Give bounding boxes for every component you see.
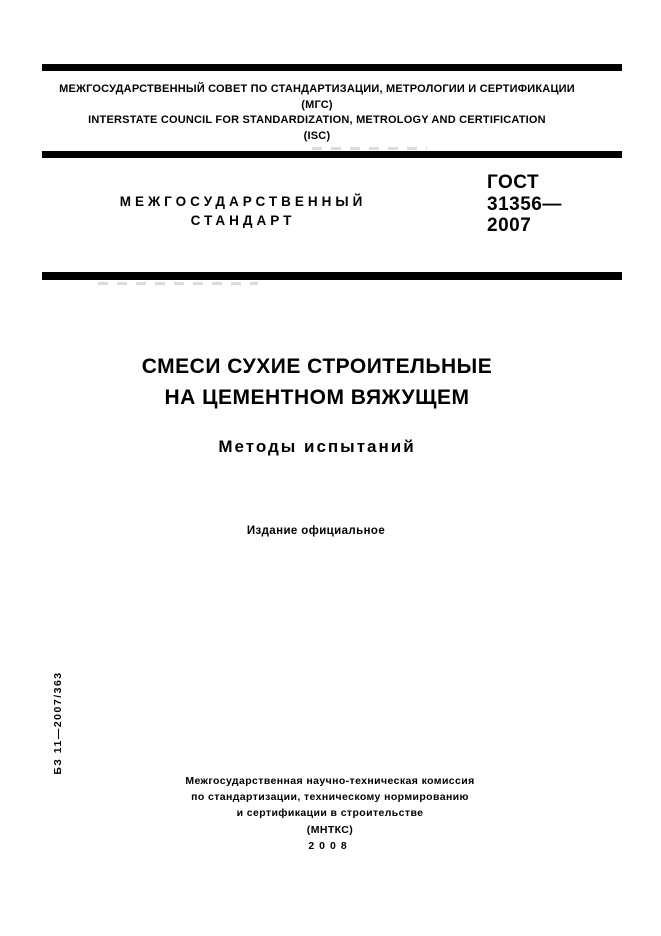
standard-title xyxy=(42,351,592,413)
council-abbr-en: (ISC) xyxy=(303,129,331,142)
publisher-line1: Межгосударственная научно-техническая комиссия xyxy=(185,775,475,787)
standard-type-line1: МЕЖГОСУДАРСТВЕННЫЙ xyxy=(119,194,367,209)
standard-subtitle: Методы испытаний xyxy=(218,437,416,456)
standard-title-line1: СМЕСИ СУХИЕ СТРОИТЕЛЬНЫЕ xyxy=(141,355,493,378)
scan-artifact xyxy=(312,147,427,150)
publisher-line2: по стандартизации, техническому нормированию xyxy=(191,791,469,804)
lower-rule xyxy=(42,272,622,280)
top-rule xyxy=(42,64,622,71)
middle-rule xyxy=(42,151,622,158)
council-name-en: INTERSTATE COUNCIL FOR STANDARDIZATION, METROLOGY AND CERTIFICATION xyxy=(88,114,546,126)
standard-type-label xyxy=(42,192,444,230)
standard-designation xyxy=(487,172,562,237)
council-name-ru: МЕЖГОСУДАРСТВЕННЫЙ СОВЕТ ПО СТАНДАРТИЗАЦИИ, МЕТРОЛОГИИ И СЕРТИФИКАЦИИ xyxy=(59,83,575,95)
publisher-abbr: (МНТКС) xyxy=(306,823,354,836)
publication-year: 2008 xyxy=(308,839,352,852)
scan-artifact xyxy=(98,282,258,285)
designation-prefix: ГОСТ xyxy=(487,172,540,193)
council-abbr-ru: (МГС) xyxy=(301,98,333,111)
standard-type-line2: СТАНДАРТ xyxy=(190,213,296,228)
designation-number: 31356— xyxy=(487,193,562,215)
designation-year: 2007 xyxy=(487,215,532,236)
edition-note: Издание официальное xyxy=(246,525,386,537)
side-registration-code: БЗ 11—2007/363 xyxy=(52,671,64,775)
standard-title-line2: НА ЦЕМЕНТНОМ ВЯЖУЩЕМ xyxy=(164,386,470,409)
issuing-council-header xyxy=(42,82,592,144)
publisher-block xyxy=(42,773,618,854)
publisher-line3: и сертификации в строительстве xyxy=(236,807,424,820)
